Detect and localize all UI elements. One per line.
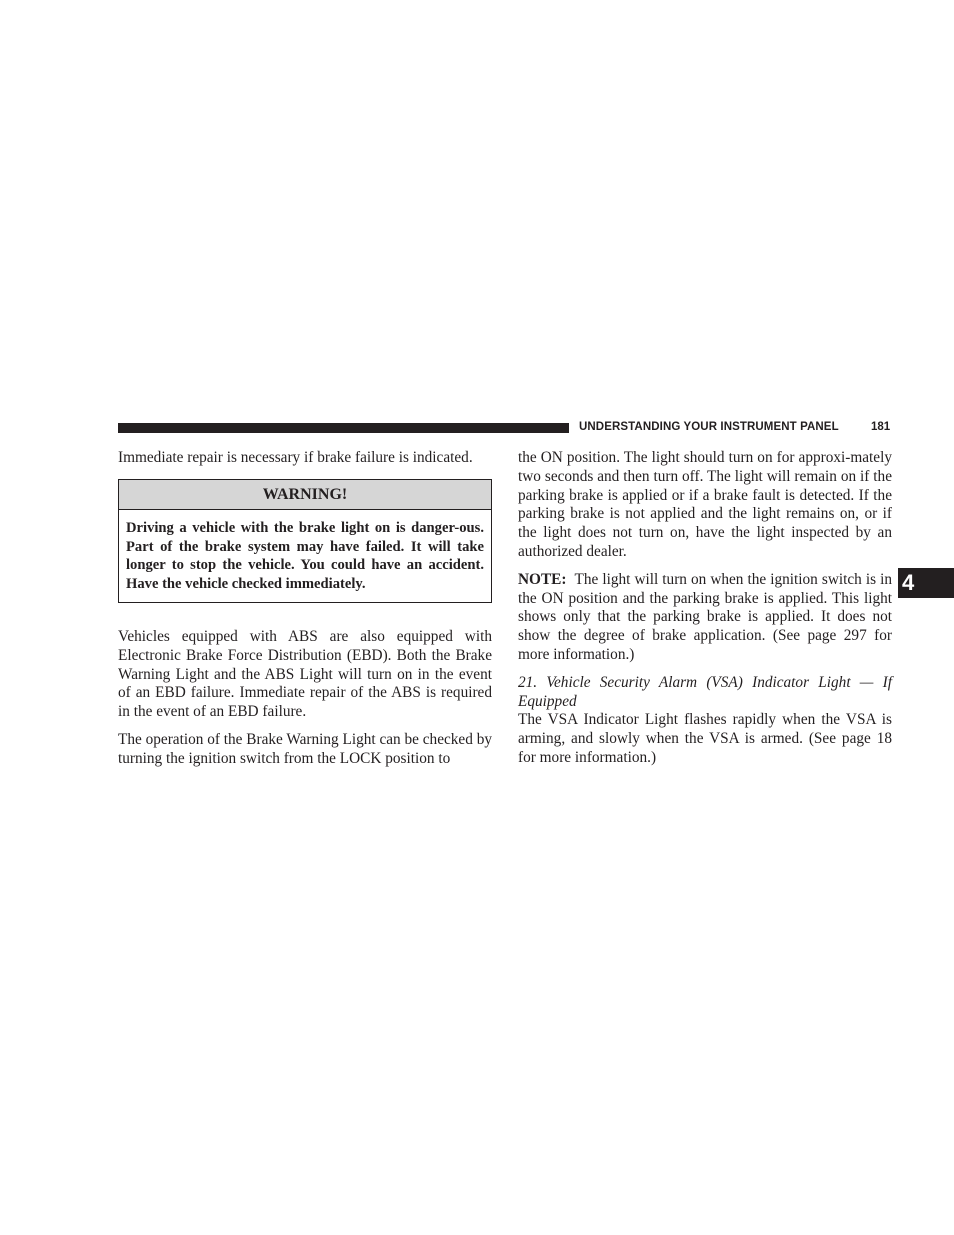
warning-body: Driving a vehicle with the brake light on is danger-ous. Part of the brake system may have failed. It will take longer to stop the vehicle. You could have an accident. Have the vehicle checked immediately.: [126, 519, 484, 593]
left-column: [118, 449, 492, 769]
continued-paragraph: the ON position. The light should turn on for approxi-mately two seconds and then turn off. The light will remain on if the parking brake is applied or if a brake fault is detected. If the parking brake is not applied and the light remains on, or if the light does not turn on, have the light inspected by an authorized dealer.: [518, 449, 892, 560]
header-rule: [118, 423, 569, 433]
right-column: [518, 449, 892, 768]
page-number: 181: [871, 421, 891, 433]
note-paragraph: [518, 571, 892, 665]
note-label: NOTE:: [518, 570, 567, 588]
abs-ebd-paragraph: Vehicles equipped with ABS are also equipped with Electronic Brake Force Distribution (EBD). Both the Brake Warning Light and the ABS Light will turn on in the event of an EBD failure. Immediate repair of the ABS is required in the event of an EBD failure.: [118, 627, 492, 721]
running-header-title: UNDERSTANDING YOUR INSTRUMENT PANEL: [579, 421, 839, 433]
note-text: The light will turn on when the ignition switch is in the ON position and the parking brake is applied. This light shows only that the parking brake is applied. It does not show the degree of brake application. (See page 297 for more information.): [518, 570, 892, 663]
warning-box: [118, 479, 492, 603]
chapter-tab: 4: [898, 568, 954, 598]
warning-heading: WARNING!: [119, 480, 491, 510]
operation-paragraph: The operation of the Brake Warning Light can be checked by turning the ignition switch from the LOCK position to: [118, 730, 492, 767]
vsa-paragraph: The VSA Indicator Light flashes rapidly when the VSA is arming, and slowly when the VSA is armed. (See page 18 for more information.): [518, 711, 892, 766]
intro-paragraph: Immediate repair is necessary if brake failure is indicated.: [118, 449, 473, 466]
vsa-subheading: 21. Vehicle Security Alarm (VSA) Indicator Light — If Equipped: [518, 673, 892, 710]
